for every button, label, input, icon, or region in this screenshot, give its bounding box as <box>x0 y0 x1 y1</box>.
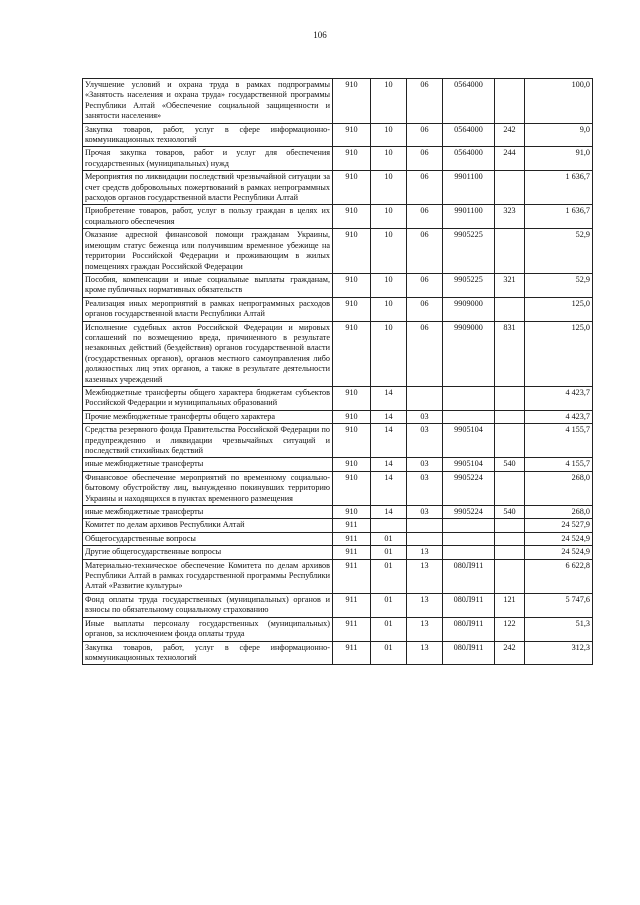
row-target-code <box>443 519 495 532</box>
row-amount: 9,0 <box>525 123 593 147</box>
row-expense-code: 323 <box>495 205 525 229</box>
table-row <box>83 273 593 297</box>
row-name: Исполнение судебных актов Российской Федерации и мировых соглашений по возмещению вреда, причиненного в результате незаконных действий (бездействия) органов государственной власти (государственных органов), органов местного самоуправления либо должностных лиц этих органов, а также в результате деятельности казенных учреждений <box>83 321 333 386</box>
row-expense-code <box>495 297 525 321</box>
row-expense-code: 242 <box>495 641 525 665</box>
row-ministry-code: 910 <box>333 506 371 519</box>
row-expense-code: 121 <box>495 593 525 617</box>
row-section-code: 10 <box>371 123 407 147</box>
table-row <box>83 171 593 205</box>
row-ministry-code: 910 <box>333 471 371 505</box>
row-target-code: 080Л911 <box>443 593 495 617</box>
row-name: Общегосударственные вопросы <box>83 532 333 545</box>
table-row <box>83 147 593 171</box>
row-amount: 4 423,7 <box>525 386 593 410</box>
row-section-code: 14 <box>371 471 407 505</box>
row-ministry-code: 910 <box>333 229 371 274</box>
row-subsection-code: 06 <box>407 147 443 171</box>
row-expense-code: 540 <box>495 458 525 471</box>
table-row <box>83 471 593 505</box>
row-ministry-code: 911 <box>333 532 371 545</box>
row-ministry-code: 910 <box>333 205 371 229</box>
row-name: Приобретение товаров, работ, услуг в пользу граждан в целях их социального обеспечения <box>83 205 333 229</box>
row-section-code: 10 <box>371 205 407 229</box>
row-target-code: 9901100 <box>443 171 495 205</box>
row-amount: 4 155,7 <box>525 424 593 458</box>
table-row <box>83 79 593 124</box>
row-amount: 312,3 <box>525 641 593 665</box>
row-section-code: 14 <box>371 424 407 458</box>
row-section-code: 01 <box>371 532 407 545</box>
row-expense-code: 242 <box>495 123 525 147</box>
row-target-code: 9909000 <box>443 297 495 321</box>
row-section-code: 10 <box>371 79 407 124</box>
row-subsection-code: 06 <box>407 123 443 147</box>
row-name: Финансовое обеспечение мероприятий по временному социально-бытовому обустройству лиц, вынужденно покинувших территорию Украины и находящихся в пунктах временного размещения <box>83 471 333 505</box>
row-ministry-code: 911 <box>333 593 371 617</box>
row-target-code <box>443 546 495 559</box>
row-expense-code: 321 <box>495 273 525 297</box>
row-target-code <box>443 386 495 410</box>
table-row <box>83 424 593 458</box>
row-subsection-code: 03 <box>407 410 443 423</box>
row-target-code: 9901100 <box>443 205 495 229</box>
table-row <box>83 506 593 519</box>
row-target-code <box>443 532 495 545</box>
row-target-code: 9905104 <box>443 424 495 458</box>
row-amount: 24 527,9 <box>525 519 593 532</box>
row-amount: 125,0 <box>525 297 593 321</box>
row-name: Закупка товаров, работ, услуг в сфере информационно-коммуникационных технологий <box>83 123 333 147</box>
row-amount: 268,0 <box>525 471 593 505</box>
row-name: Материально-техническое обеспечение Комитета по делам архивов Республики Алтай в рамках государственной программы Республики Алтай «Развитие культуры» <box>83 559 333 593</box>
row-target-code: 080Л911 <box>443 641 495 665</box>
row-subsection-code: 03 <box>407 424 443 458</box>
row-target-code: 9905225 <box>443 273 495 297</box>
table-row <box>83 458 593 471</box>
row-expense-code <box>495 532 525 545</box>
table-row <box>83 641 593 665</box>
row-amount: 91,0 <box>525 147 593 171</box>
row-amount: 125,0 <box>525 321 593 386</box>
table-row <box>83 559 593 593</box>
row-amount: 1 636,7 <box>525 205 593 229</box>
row-subsection-code: 06 <box>407 79 443 124</box>
row-section-code: 01 <box>371 546 407 559</box>
row-ministry-code: 910 <box>333 424 371 458</box>
row-subsection-code: 13 <box>407 641 443 665</box>
row-expense-code: 122 <box>495 617 525 641</box>
row-section-code: 10 <box>371 229 407 274</box>
row-amount: 268,0 <box>525 506 593 519</box>
row-section-code: 10 <box>371 297 407 321</box>
row-name: Средства резервного фонда Правительства Российской Федерации по предупреждению и ликвидации чрезвычайных ситуаций и последствий стихийных бедствий <box>83 424 333 458</box>
row-section-code: 10 <box>371 273 407 297</box>
row-name: иные межбюджетные трансферты <box>83 458 333 471</box>
row-ministry-code: 910 <box>333 386 371 410</box>
row-expense-code: 244 <box>495 147 525 171</box>
row-subsection-code: 06 <box>407 229 443 274</box>
table-row <box>83 321 593 386</box>
table-row <box>83 229 593 274</box>
row-section-code: 10 <box>371 321 407 386</box>
row-ministry-code: 910 <box>333 171 371 205</box>
row-ministry-code: 910 <box>333 123 371 147</box>
row-name: Иные выплаты персоналу государственных (муниципальных) органов, за исключением фонда оплаты труда <box>83 617 333 641</box>
budget-table <box>82 78 593 665</box>
row-name: Другие общегосударственные вопросы <box>83 546 333 559</box>
row-subsection-code <box>407 532 443 545</box>
row-expense-code: 831 <box>495 321 525 386</box>
row-ministry-code: 910 <box>333 458 371 471</box>
row-amount: 52,9 <box>525 229 593 274</box>
row-amount: 1 636,7 <box>525 171 593 205</box>
row-expense-code <box>495 386 525 410</box>
row-section-code: 14 <box>371 458 407 471</box>
row-subsection-code: 13 <box>407 593 443 617</box>
row-name: Мероприятия по ликвидации последствий чрезвычайной ситуации за счет средств добровольных пожертвований в рамках непрограммных расходов органов государственной власти Республики Алтай <box>83 171 333 205</box>
row-subsection-code: 06 <box>407 297 443 321</box>
row-subsection-code: 03 <box>407 471 443 505</box>
row-section-code: 01 <box>371 617 407 641</box>
row-expense-code <box>495 471 525 505</box>
row-amount: 5 747,6 <box>525 593 593 617</box>
row-subsection-code <box>407 386 443 410</box>
row-ministry-code: 911 <box>333 559 371 593</box>
row-target-code: 080Л911 <box>443 559 495 593</box>
row-name: Пособия, компенсации и иные социальные выплаты гражданам, кроме публичных нормативных обязательств <box>83 273 333 297</box>
page-number: 106 <box>313 30 327 40</box>
table-row <box>83 297 593 321</box>
row-target-code: 9909000 <box>443 321 495 386</box>
row-target-code: 9905224 <box>443 471 495 505</box>
row-amount: 4 423,7 <box>525 410 593 423</box>
row-subsection-code: 06 <box>407 321 443 386</box>
row-expense-code <box>495 424 525 458</box>
table-row <box>83 593 593 617</box>
row-ministry-code: 910 <box>333 297 371 321</box>
row-ministry-code: 910 <box>333 273 371 297</box>
row-subsection-code: 13 <box>407 546 443 559</box>
row-section-code <box>371 519 407 532</box>
row-name: Улучшение условий и охрана труда в рамках подпрограммы «Занятость населения и охрана труда» государственной программы Республики Алтай «Обеспечение социальной защищенности и занятости населения» <box>83 79 333 124</box>
table-row <box>83 386 593 410</box>
row-ministry-code: 911 <box>333 546 371 559</box>
row-name: иные межбюджетные трансферты <box>83 506 333 519</box>
row-target-code: 0564000 <box>443 123 495 147</box>
row-expense-code <box>495 79 525 124</box>
row-target-code: 9905104 <box>443 458 495 471</box>
row-section-code: 14 <box>371 410 407 423</box>
row-section-code: 01 <box>371 559 407 593</box>
row-name: Прочая закупка товаров, работ и услуг для обеспечения государственных (муниципальных) нужд <box>83 147 333 171</box>
table-row <box>83 123 593 147</box>
row-expense-code <box>495 229 525 274</box>
row-subsection-code <box>407 519 443 532</box>
row-section-code: 14 <box>371 506 407 519</box>
row-subsection-code: 06 <box>407 273 443 297</box>
row-ministry-code: 910 <box>333 79 371 124</box>
row-ministry-code: 911 <box>333 617 371 641</box>
row-subsection-code: 13 <box>407 559 443 593</box>
row-name: Межбюджетные трансферты общего характера бюджетам субъектов Российской Федерации и муниципальных образований <box>83 386 333 410</box>
table-row <box>83 410 593 423</box>
row-amount: 6 622,8 <box>525 559 593 593</box>
row-section-code: 01 <box>371 593 407 617</box>
row-ministry-code: 911 <box>333 519 371 532</box>
row-name: Прочие межбюджетные трансферты общего характера <box>83 410 333 423</box>
row-subsection-code: 03 <box>407 458 443 471</box>
row-amount: 51,3 <box>525 617 593 641</box>
row-name: Фонд оплаты труда государственных (муниципальных) органов и взносы по обязательному социальному страхованию <box>83 593 333 617</box>
row-target-code: 9905224 <box>443 506 495 519</box>
row-target-code: 9905225 <box>443 229 495 274</box>
row-amount: 52,9 <box>525 273 593 297</box>
row-subsection-code: 06 <box>407 171 443 205</box>
table-row <box>83 519 593 532</box>
row-subsection-code: 03 <box>407 506 443 519</box>
row-name: Комитет по делам архивов Республики Алтай <box>83 519 333 532</box>
row-ministry-code: 910 <box>333 147 371 171</box>
row-expense-code <box>495 410 525 423</box>
row-target-code: 0564000 <box>443 79 495 124</box>
row-amount: 24 524,9 <box>525 532 593 545</box>
row-target-code: 080Л911 <box>443 617 495 641</box>
row-expense-code <box>495 559 525 593</box>
row-target-code <box>443 410 495 423</box>
table-row <box>83 617 593 641</box>
row-name: Реализация иных мероприятий в рамках непрограммных расходов органов государственной власти Республики Алтай <box>83 297 333 321</box>
table-row <box>83 205 593 229</box>
table-row <box>83 532 593 545</box>
row-expense-code: 540 <box>495 506 525 519</box>
row-section-code: 14 <box>371 386 407 410</box>
row-name: Закупка товаров, работ, услуг в сфере информационно-коммуникационных технологий <box>83 641 333 665</box>
row-subsection-code: 13 <box>407 617 443 641</box>
row-section-code: 01 <box>371 641 407 665</box>
row-amount: 4 155,7 <box>525 458 593 471</box>
row-ministry-code: 910 <box>333 321 371 386</box>
row-section-code: 10 <box>371 147 407 171</box>
row-ministry-code: 910 <box>333 410 371 423</box>
table-row <box>83 546 593 559</box>
row-target-code: 0564000 <box>443 147 495 171</box>
row-amount: 100,0 <box>525 79 593 124</box>
row-amount: 24 524,9 <box>525 546 593 559</box>
row-name: Оказание адресной финансовой помощи гражданам Украины, имеющим статус беженца или получившим временное убежище на территории Российской Федерации и проживающим в жилых помещениях граждан Российской Федерации <box>83 229 333 274</box>
row-expense-code <box>495 519 525 532</box>
row-section-code: 10 <box>371 171 407 205</box>
row-expense-code <box>495 171 525 205</box>
row-subsection-code: 06 <box>407 205 443 229</box>
row-ministry-code: 911 <box>333 641 371 665</box>
row-expense-code <box>495 546 525 559</box>
